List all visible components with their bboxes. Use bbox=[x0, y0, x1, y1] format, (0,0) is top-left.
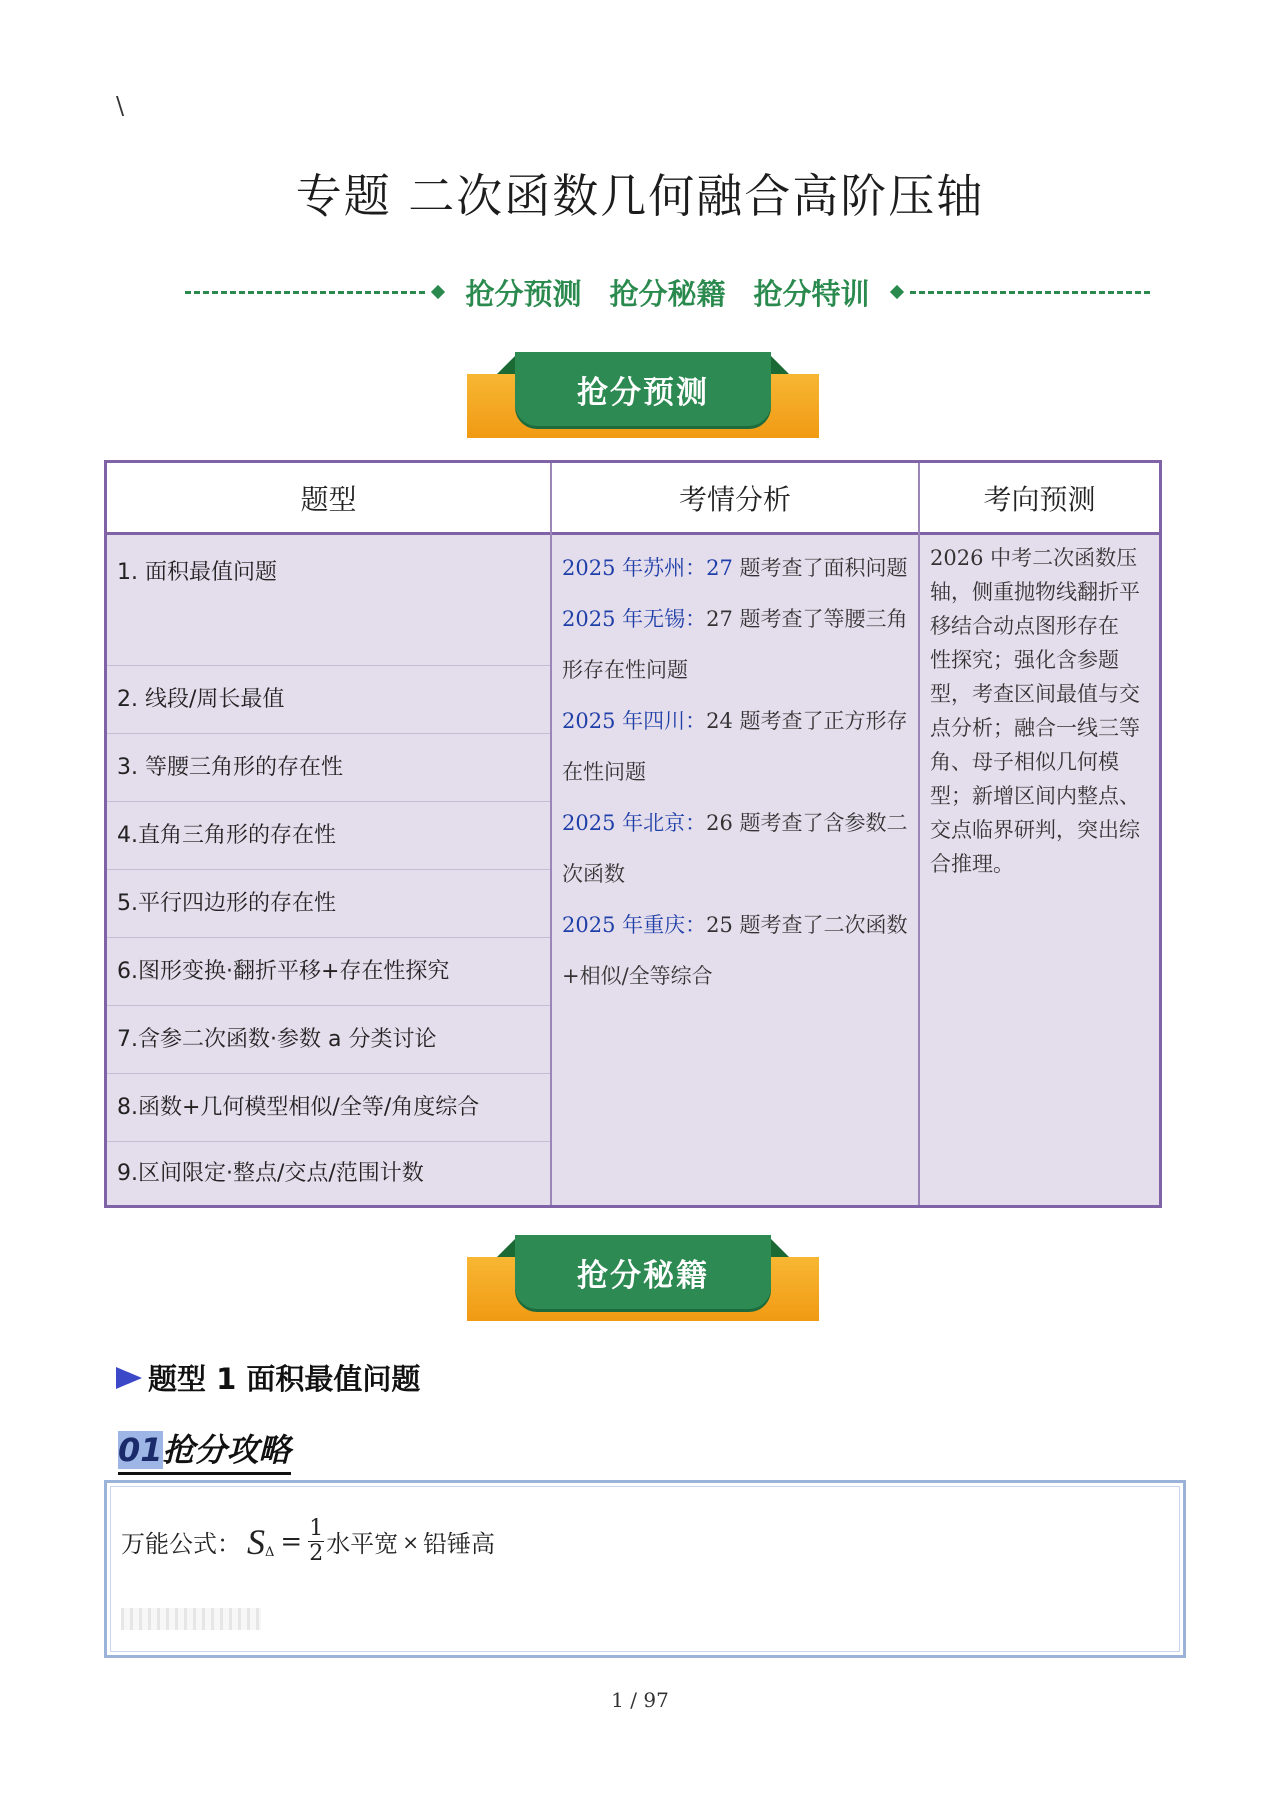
strategy-heading bbox=[118, 1425, 291, 1475]
forecast-column bbox=[920, 535, 1159, 1205]
analysis-tag: 2025 年重庆： bbox=[562, 913, 707, 937]
analysis-line bbox=[562, 696, 908, 747]
section-nav bbox=[185, 272, 1150, 312]
analysis-tag: 2025 年苏州：27 bbox=[562, 556, 733, 580]
page-number: 1 / 97 bbox=[611, 1688, 669, 1712]
type-row: 6.图形变换·翻折平移+存在性探究 bbox=[107, 938, 550, 1006]
analysis-text: 25 题考查了二次函数 bbox=[706, 913, 908, 937]
strategy-text: 抢分攻略 bbox=[162, 1431, 291, 1469]
area-formula bbox=[121, 1517, 495, 1566]
fraction bbox=[308, 1517, 324, 1566]
formula-label: 万能公式： bbox=[121, 1530, 241, 1558]
analysis-text: 在性问题 bbox=[562, 760, 646, 784]
banner-label: 抢分秘籍 bbox=[577, 1257, 709, 1294]
forecast-line: 交点临界研判，突出综 bbox=[930, 818, 1140, 842]
forecast-line: 合推理。 bbox=[930, 852, 1014, 876]
section-heading bbox=[116, 1357, 420, 1398]
type-row: 7.含参二次函数·参数 a 分类讨论 bbox=[107, 1006, 550, 1074]
triangle-bullet-icon bbox=[116, 1367, 142, 1389]
corner-mark: \ bbox=[116, 92, 125, 120]
forecast-line: 性探究；强化含参题 bbox=[930, 648, 1119, 672]
type-row: 3. 等腰三角形的存在性 bbox=[107, 734, 550, 802]
analysis-line bbox=[562, 594, 908, 645]
strategy-number: 01 bbox=[118, 1431, 163, 1469]
formula-term-height: 铅锤高 bbox=[422, 1530, 495, 1558]
table-header bbox=[107, 463, 1159, 535]
analysis-column bbox=[552, 535, 918, 1205]
type-column bbox=[107, 535, 550, 1205]
nav-diamond-right bbox=[889, 285, 903, 299]
analysis-line bbox=[562, 900, 908, 951]
nav-dash-right bbox=[910, 291, 1150, 294]
blurred-watermark bbox=[121, 1608, 261, 1630]
type-row: 4.直角三角形的存在性 bbox=[107, 802, 550, 870]
formula-symbol: S bbox=[247, 1521, 265, 1562]
analysis-line bbox=[562, 747, 908, 798]
analysis-line bbox=[562, 645, 908, 696]
banner-pill bbox=[515, 1235, 771, 1309]
formula-term-width: 水平宽 bbox=[326, 1530, 399, 1558]
nav-diamond-left bbox=[431, 285, 445, 299]
forecast-line: 型；新增区间内整点、 bbox=[930, 784, 1140, 808]
header-analysis: 考情分析 bbox=[678, 482, 791, 516]
forecast-line: 轴，侧重抛物线翻折平 bbox=[930, 580, 1140, 604]
forecast-line: 移结合动点图形存在 bbox=[930, 614, 1119, 638]
formula-equals: = bbox=[280, 1526, 303, 1557]
formula-times: × bbox=[402, 1529, 419, 1554]
type-row: 8.函数+几何模型相似/全等/角度综合 bbox=[107, 1074, 550, 1142]
header-forecast: 考向预测 bbox=[983, 482, 1096, 516]
nav-item-secret[interactable]: 抢分秘籍 bbox=[609, 276, 726, 311]
banner-predict bbox=[467, 352, 819, 440]
forecast-line: 点分析；融合一线三等 bbox=[930, 716, 1140, 740]
analysis-line bbox=[562, 543, 908, 594]
analysis-text: 24 题考查了正方形存 bbox=[706, 709, 908, 733]
analysis-text: 题考查了面积问题 bbox=[732, 556, 908, 580]
analysis-line bbox=[562, 951, 908, 1002]
forecast-line: 型，考查区间最值与交 bbox=[930, 682, 1140, 706]
banner-pill bbox=[515, 352, 771, 426]
analysis-tag: 2025 年北京： bbox=[562, 811, 707, 835]
analysis-tag: 2025 年四川： bbox=[562, 709, 707, 733]
type-row: 9.区间限定·整点/交点/范围计数 bbox=[117, 1161, 424, 1186]
type-row: 1. 面积最值问题 bbox=[107, 535, 550, 666]
section-heading-text: 题型 1 面积最值问题 bbox=[148, 1362, 421, 1396]
analysis-line bbox=[562, 798, 908, 849]
forecast-line: 角、母子相似几何模 bbox=[930, 750, 1119, 774]
banner-label: 抢分预测 bbox=[577, 374, 709, 411]
header-type: 题型 bbox=[300, 482, 357, 516]
analysis-text: 次函数 bbox=[562, 862, 625, 886]
analysis-text: +相似/全等综合 bbox=[562, 964, 713, 988]
nav-dash-left bbox=[185, 291, 425, 294]
nav-item-predict[interactable]: 抢分预测 bbox=[465, 276, 582, 311]
forecast-line: 2026 中考二次函数压 bbox=[930, 546, 1138, 570]
analysis-line bbox=[562, 849, 908, 900]
fraction-numerator: 1 bbox=[309, 1516, 324, 1541]
type-row: 2. 线段/周长最值 bbox=[107, 666, 550, 734]
formula-subscript: Δ bbox=[265, 1545, 275, 1560]
fraction-denominator: 2 bbox=[309, 1541, 324, 1566]
analysis-text: 形存在性问题 bbox=[562, 658, 688, 682]
page-title: 专题 二次函数几何融合高阶压轴 bbox=[295, 169, 985, 223]
type-row: 5.平行四边形的存在性 bbox=[107, 870, 550, 938]
formula-box bbox=[104, 1480, 1186, 1658]
analysis-text: 27 题考查了等腰三角 bbox=[706, 607, 908, 631]
analysis-tag: 2025 年无锡： bbox=[562, 607, 707, 631]
nav-item-training[interactable]: 抢分特训 bbox=[753, 276, 870, 311]
analysis-text: 26 题考查了含参数二 bbox=[706, 811, 908, 835]
analysis-table bbox=[104, 460, 1162, 1208]
banner-secret bbox=[467, 1235, 819, 1323]
